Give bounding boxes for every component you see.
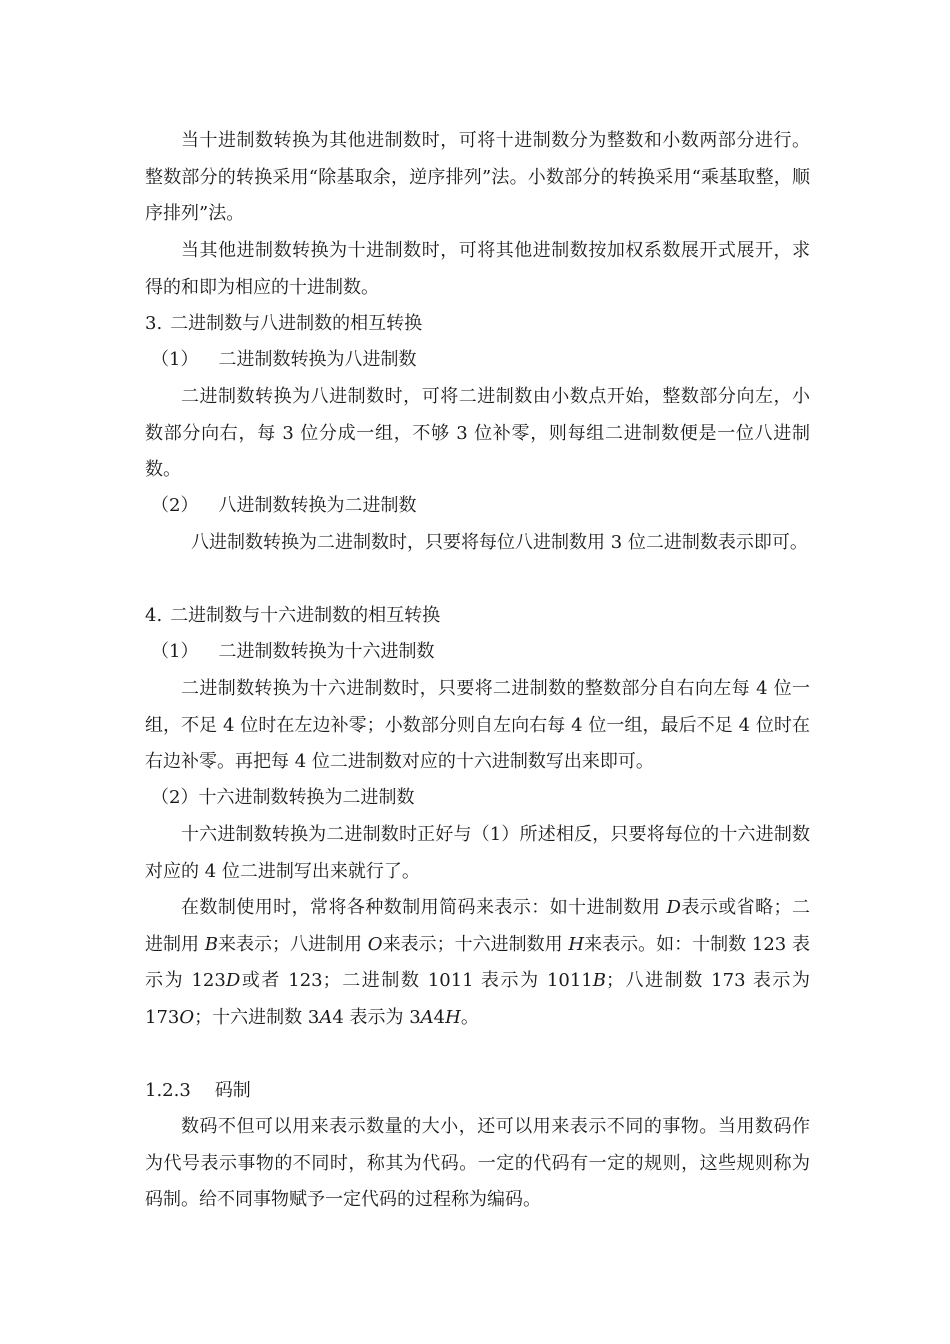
subheading-hex-to-binary: （2）十六进制数转换为二进制数 [151, 787, 415, 808]
subheading-number: （1） [151, 349, 199, 370]
subheading-text: 二进制数转换为八进制数 [218, 349, 417, 370]
section-heading-code-system [145, 1073, 251, 1110]
suffix-b: B [204, 933, 218, 955]
subheading-binary-to-hex [151, 634, 434, 671]
paragraph-binary-to-octal: 二进制数转换为八进制数时，可将二进制数由小数点开始，整数部分向左，小数部分向右，每 3 位分成一组，不够 3 位补零，则每组二进制数便是一位八进制数。 [145, 386, 810, 480]
paragraph-code-system: 数码不但可以用来表示数量的大小，还可以用来表示不同的事物。当用数码作为代号表示事物的不同时，称其为代码。一定的代码有一定的规则，这些规则称为码制。给不同事物赋予一定代码的过程称为编码。 [145, 1116, 810, 1210]
subheading-text: 二进制数转换为十六进制数 [218, 641, 435, 662]
paragraph-notation-abbreviations: 在数制使用时，常将各种数制用简码来表示：如十进制数用 D表示或省略；二进制用 B来表示；八进制用 O来表示；十六进制数用 H来表示。如：十制数 123 表示为 123D或者 123；二进制数 1011 表示为 1011B；八进制数 173 表示为 173O；十六进制数 3A4 表示为 3A4H。 [145, 897, 810, 1028]
heading-text: 二进制数与十六进制数的相互转换 [170, 605, 441, 626]
heading-number: 4. [145, 605, 163, 626]
section-number: 1.2.3 [145, 1080, 191, 1101]
paragraph-decimal-to-other: 当十进制数转换为其他进制数时，可将十进制数分为整数和小数两部分进行。整数部分的转换采用“除基取余，逆序排列”法。小数部分的转换采用“乘基取整，顺序排列”法。 [145, 130, 810, 224]
suffix-d: D [666, 897, 681, 918]
heading-binary-octal [145, 306, 422, 343]
subheading-text: 八进制数转换为二进制数 [218, 495, 417, 516]
heading-text: 二进制数与八进制数的相互转换 [170, 313, 423, 334]
subheading-binary-to-octal [151, 342, 416, 379]
paragraph-octal-to-binary: 八进制数转换为二进制数时，只要将每位八进制数用 3 位二进制数表示即可。 [191, 532, 808, 553]
heading-number: 3. [145, 313, 163, 334]
subheading-octal-to-binary [151, 488, 416, 525]
paragraph-hex-to-binary: 十六进制数转换为二进制数时正好与（1）所述相反，只要将每位的十六进制数对应的 4 位二进制写出来就行了。 [145, 824, 810, 882]
subheading-number: （2） [151, 495, 199, 516]
section-title: 码制 [214, 1080, 251, 1101]
paragraph-binary-to-hex: 二进制数转换为十六进制数时，只要将二进制数的整数部分自右向左每 4 位一组，不足 4 位时在左边补零；小数部分则自左向右每 4 位一组，最后不足 4 位时在右边补零。再把每 4 位二进制数对应的十六进制数写出来即可。 [145, 678, 810, 772]
subheading-number: （1） [151, 641, 199, 662]
suffix-h: H [568, 933, 585, 955]
paragraph-other-to-decimal: 当其他进制数转换为十进制数时，可将其他进制数按加权系数展开式展开，求得的和即为相应的十进制数。 [145, 240, 810, 298]
heading-binary-hex [145, 598, 440, 635]
suffix-o: O [367, 933, 383, 955]
